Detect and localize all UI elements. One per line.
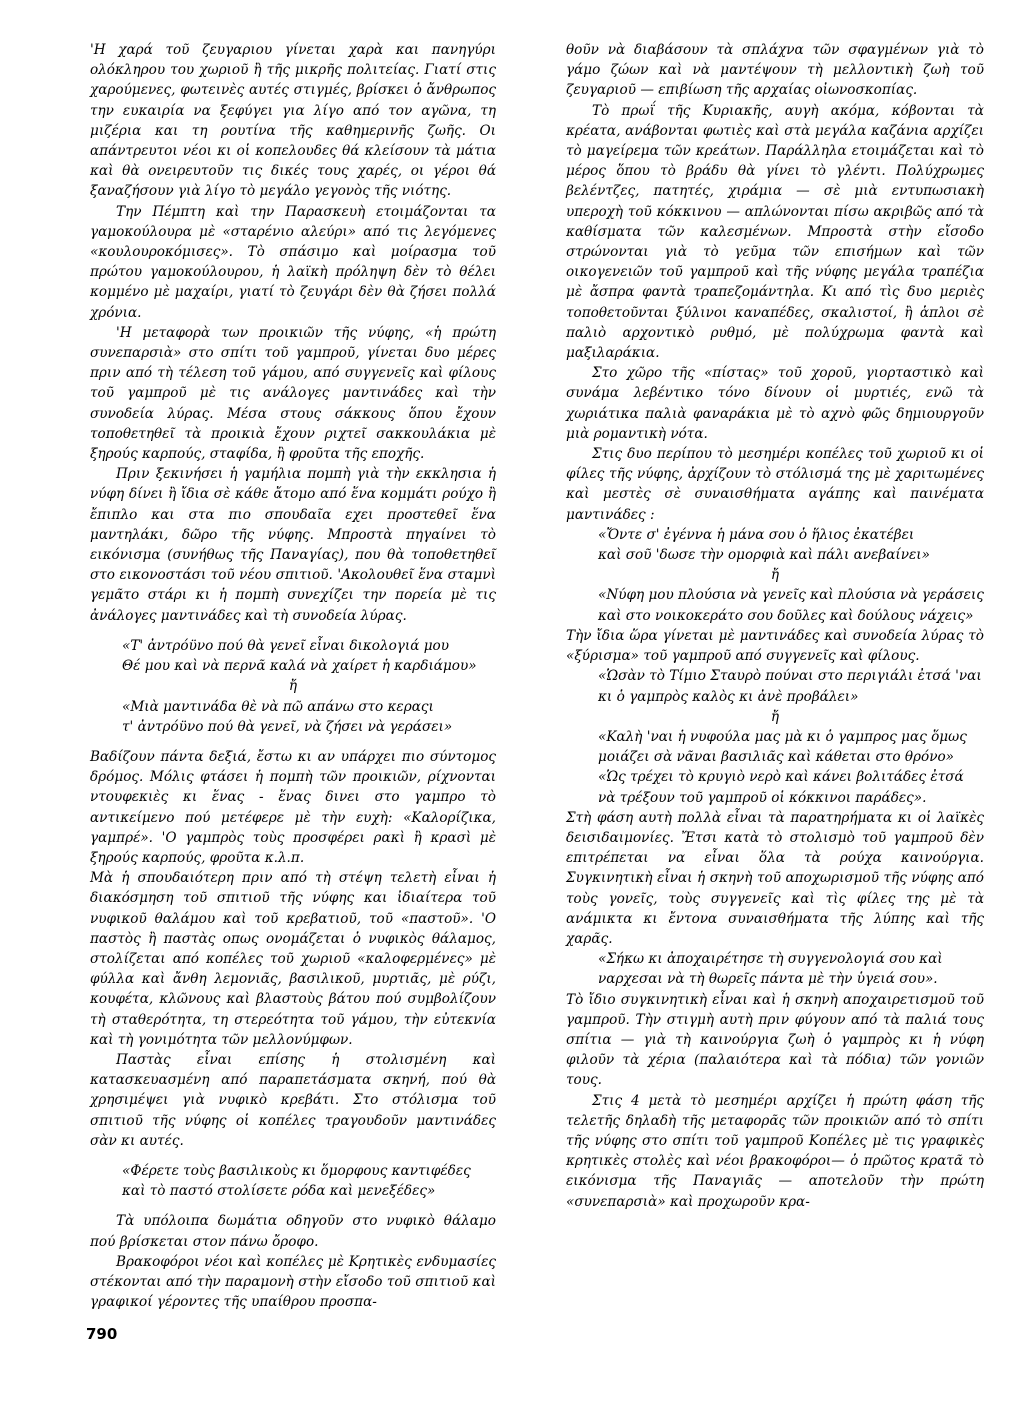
paragraph: Παστὰς εἶναι επίσης ἡ στολισμένη καὶ κατασκευασμένη από παραπετάσματα σκηνή, πού θὰ χρησιμέψει γιὰ νυφικὸ κρεβάτι. Στο στόλισμα τοῦ σπιτιοῦ τῆς νύφης οἱ κοπέλες τραγουδοῦν μαντινάδες σὰν κι αυτές.	[90, 1051, 496, 1149]
mantinada-verse: «Ὡς τρέχει τὸ κρυγιὸ νερὸ καὶ κάνει βολιτάδες ἐτσά νὰ τρέξουν τοῦ γαμπροῦ οἱ κόκκινοι παράδες».	[598, 769, 964, 806]
paragraph: Στο χῶρο τῆς «πίστας» τοῦ χοροῦ, γιορταστικὸ καὶ συνάμα λεβέντικο τόνο δίνουν οἱ μυρτιές, ενῶ τὰ χωριάτικα παλιὰ φαναράκια μὲ τὸ αχνὸ φῶς δημιουργοῦν μιὰ ρομαντικὴ νότα.	[566, 365, 984, 442]
left-column	[90, 40, 496, 1312]
paragraph: Μὰ ἡ σπουδαιότερη πριν από τὴ στέψη τελετὴ εἶναι ἡ διακόσμηση τοῦ σπιτιοῦ τῆς νύφης και ἰδιαίτερα τοῦ νυφικοῦ θαλάμου καὶ τοῦ κρεβατιοῦ, τοῦ «παστοῦ». 'Ο παστὸς ἢ παστὰς οπως ονομάζεται ὁ νυφικὸς θάλαμος, στολίζεται από κοπέλες τοῦ χωριοῦ «καλοφερμένες» μὲ φύλλα καὶ ἄνθη λεμονιᾶς, βασιλικοῦ, μυρτιᾶς, μὲ ρύζι, κουφέτα, κλῶνους καὶ βλαστοὺς βάτου πού συμβολίζουν τὴ σταθερότητα, τη στερεότητα τοῦ γάμου, τὴν εὐτεκνία καὶ τὴ γονιμότητα τῶν μελλονύμφων.	[90, 870, 496, 1048]
verse-spacer	[90, 1151, 496, 1161]
paragraph: Στις 4 μετὰ τὸ μεσημέρι αρχίζει ἡ πρώτη φάση τῆς τελετῆς δηλαδὴ τῆς μεταφορᾶς τῶν προικιῶν από τὸ σπίτι τῆς νύφης στο σπίτι τοῦ γαμπροῦ Κοπέλες μὲ τις γραφικὲς κρητικὲς στολὲς καὶ νέοι βρακοφόροι— ὁ πρῶτος κρατᾶ τὸ εικόνισμα τῆς Παναγιᾶς — αποτελοῦν τὴν πρώτη «συνεπαρσιὰ» καὶ προχωροῦν κρα-	[566, 1092, 984, 1210]
mantinada-verse: «Καλὴ 'ναι ἡ νυφούλα μας μὰ κι ὁ γαμπρος μας ὅμως μοιάζει σὰ νᾶναι βασιλιᾶς καὶ κάθεται στο θρόνο»	[598, 728, 967, 766]
paragraph: 'Η μεταφορὰ των προικιῶν τῆς νύφης, «ἡ πρώτη συνεπαρσιὰ» στο σπίτι τοῦ γαμπροῦ, γίνεται δυο μέρες πριν από τὴ τέλεση τοῦ γάμου, από συγγενεῖς καὶ φίλους τοῦ γαμπροῦ μὲ τις ανάλογες μαντινάδες καὶ τὴν συνοδεία λύρας. Μέσα στους σάκκους ὅπου ἔχουν τοποθετηθεῖ τὰ προικιὰ ἔχουν ριχτεῖ σακκουλάκια μὲ ξηρούς καρπούς, σταφίδα, ἢ φροῦτα τῆς εποχῆς.	[90, 324, 496, 463]
paragraph: Τὴν ἴδια ὥρα γίνεται μὲ μαντινάδες καὶ συνοδεία λύρας τὸ «ξύρισμα» τοῦ γαμπροῦ από συγγενεῖς καὶ φίλους.	[566, 627, 984, 665]
mantinada-verse: «Φέρετε τοὺς βασιλικοὺς κι ὅμορφους καντιφέδες	[122, 1162, 471, 1179]
right-column	[566, 40, 984, 1212]
verse-spacer	[90, 1201, 496, 1211]
paragraph: Βαδίζουν πάντα δεξιά, ἔστω κι αν υπάρχει πιο σύντομος δρόμος. Μόλις φτάσει ἡ πομπὴ τῶν προικιῶν, ρίχνονται ντουφεκιὲς κι ἕνας - ἕνας δινει στο γαμπρο τὸ αντικείμενο πού μετέφερε μὲ τὴν ευχὴ: «Καλορίζικα, γαμπρέ». 'Ο γαμπρὸς τοὺς προσφέρει ρακὶ ἢ κρασὶ μὲ ξηρούς καρπούς, φροῦτα κ.λ.π.	[90, 748, 496, 866]
mantinada-verse: καὶ τὸ παστό στολίσετε ρόδα καὶ μενεξέδες»	[122, 1183, 436, 1200]
paragraph: Τὸ πρωΐ τῆς Κυριακῆς, αυγὴ ακόμα, κόβονται τὰ κρέατα, ανάβονται φωτιὲς καὶ στὰ μεγάλα καζάνια αρχίζει τὸ μαγείρεμα τῶν κρεάτων. Παράλληλα ετοιμάζεται καὶ τὸ μέρος ὅπου τὸ βράδυ θὰ γίνει τὸ γλέντι. Πολύχρωμες βελέντζες, πατητές, χιράμια — σὲ μιὰ εντυπωσιακὴ υπεροχὴ τοῦ κόκκινου — απλώνονται πίσω ακριβῶς από τὰ καθίσματα τῶν καλεσμένων. Μπροστὰ στὴν εἴσοδο στρώνονται γιὰ τὸ γεῦμα τῶν επισήμων καὶ τῶν οικογενειῶν τοῦ γαμπροῦ καὶ τῆς νύφης μεγάλα τραπέζια μὲ ἄσπρα φαντὰ τραπεζομάντηλα. Κι από τὶς δυο μεριὲς τοποθετοῦνται ξύλινοι καναπέδες, σκαλιστοί, ἢ ἁπλοι σὲ παλιὸ αρχοντικὸ ρυθμό, μὲ πολύχρωμα φαντὰ καὶ μαξιλαράκια.	[566, 102, 984, 362]
paragraph: Τὰ υπόλοιπα δωμάτια οδηγοῦν στο νυφικὸ θάλαμο πού βρίσκεται στον πάνω ὄροφο.	[90, 1213, 496, 1250]
mantinada-verse: τ' ἀντρόϋνο πού θὰ γενεῖ, νὰ ζήσει νὰ γεράσει»	[122, 718, 453, 735]
mantinada-verse: Θέ μου καὶ νὰ περνᾶ καλά νὰ χαίρετ ἡ καρδιάμου»	[122, 658, 477, 675]
mantinada-verse: καὶ σοῦ 'δωσε τὴν ομορφιὰ καὶ πάλι ανεβαίνει»	[598, 547, 930, 564]
verse-separator: ἤ	[770, 567, 780, 584]
paragraph: Βρακοφόροι νέοι καὶ κοπέλες μὲ Κρητικὲς ενδυμασίες στέκονται από τὴν παραμονὴ στὴν εἴσοδο τοῦ σπιτιοῦ καὶ γραφικοί γέροντες τῆς υπαίθρου προσπα-	[90, 1253, 496, 1311]
paragraph: 'Η χαρά τοῦ ζευγαριου γίνεται χαρὰ και πανηγύρι ολόκληρου του χωριοῦ ἢ τῆς μικρῆς πολιτείας. Γιατί στις χαρούμενες, φωτεινὲς αυτές στιγμές, βρίσκει ὁ ἄνθρωπος την ευκαιρία να ξεφύγει για λίγο από τον αγῶνα, τη μιζέρια και τη ρουτίνα τῆς καθημερινῆς ζωῆς. Οι απάντρευτοι νέοι κι οἱ κοπελουδες θά κλείσουν τὰ μάτια καὶ θὰ ονειρευτοῦν τις δικές τους χαρές, οι γέροι θά ξαναζήσουν γιὰ λίγο τὸ μεγάλο γεγονὸς τῆς νιότης.	[90, 42, 496, 200]
paragraph: Πριν ξεκινήσει ἡ γαμήλια πομπὴ γιὰ τὴν εκκλησια ἡ νύφη δίνει ἢ ἴδια σὲ κάθε ἄτομο από ἕνα κομμάτι ρούχο ἢ ἔπιπλο και στα πιο σπουδαῖα εχει προστεθεῖ ἕνα μαντηλάκι, δῶρο τῆς νύφης. Μπροστὰ πηγαίνει τὸ εικόνισμα (συνήθως τῆς Παναγίας), που θὰ τοποθετηθεῖ στο εικονοστάσι τοῦ νέου σπιτιοῦ. 'Ακολουθεῖ ἕνα σταμνὶ γεμᾶτο στάρι κι ἡ πομπὴ συνεχίζει την πορεία μὲ τις ἀνάλογες μαντινάδες καὶ τὴ συνοδεία λύρας.	[90, 466, 496, 624]
verse-spacer	[90, 626, 496, 636]
mantinada-verse: «Νύφη μου πλούσια νὰ γενεῖς καὶ πλούσια νὰ γεράσεις	[598, 587, 984, 604]
mantinada-verse: καὶ στο νοικοκεράτο σου δοῦλες καὶ δούλους νάχεις»	[598, 607, 974, 624]
paragraph: Την Πέμπτη καὶ την Παρασκευὴ ετοιμάζονται τα γαμοκούλουρα μὲ «σταρένιο αλεύρι» από τις λεγόμενες «κουλουροκόμισες». Τὸ σπάσιμο καὶ μοίρασμα τοῦ πρώτου γαμοκούλουρου, ἡ λαϊκὴ πρόληψη δὲν τὸ θέλει κομμένο μὲ μαχαίρι, γιατί τὸ ζευγάρι δὲν θὰ ζήσει πολλά χρόνια.	[90, 203, 496, 321]
paragraph: Στὴ φάση αυτὴ πολλὰ εἶναι τὰ παρατηρήματα κι οἱ λαϊκὲς δεισιδαιμονίες. Ἔτσι κατὰ τὸ στολισμὸ τοῦ γαμπροῦ δὲν επιτρέπεται να εἶναι ὅλα τὰ ρούχα καινούργια. Συγκινητικὴ εἶναι ἡ σκηνὴ τοῦ αποχωρισμοῦ τῆς νύφης από τοὺς γονεῖς, τοὺς συγγενεῖς καὶ τὶς φίλες της μὲ τὰ ανάμικτα κι ἔντονα συναισθήματα τῆς λύπης καὶ τῆς χαρᾶς.	[566, 809, 984, 947]
verse-spacer	[90, 737, 496, 747]
paragraph: Στις δυο περίπου τὸ μεσημέρι κοπέλες τοῦ χωριοῦ κι οἱ φίλες τῆς νύφης, ἀρχίζουν τὸ στόλισμά της μὲ χαριτωμένες καὶ μεστὲς σὲ συναισθήματα αγάπης καὶ παινέματα μαντινάδες :	[566, 446, 984, 523]
paragraph: θοῦν νὰ διαβάσουν τὰ σπλάχνα τῶν σφαγμένων γιὰ τὸ γάμο ζώων καὶ νὰ μαντέψουν τὴ μελλοντικὴ ζωὴ τοῦ ζευγαριοῦ — επιβίωση τῆς αρχαίας οἰωνοσκοπίας.	[566, 42, 984, 99]
mantinada-verse: «Μιὰ μαντινάδα θὲ νὰ πῶ απάνω στο κεραςι	[122, 698, 434, 715]
mantinada-verse: «Ὄντε σ' ἐγέννα ἡ μάνα σου ὁ ἥλιος ἐκατέβει	[598, 526, 915, 543]
paragraph: Τὸ ἴδιο συγκινητικὴ εἶναι καὶ ἡ σκηνὴ αποχαιρετισμοῦ τοῦ γαμπροῦ. Τὴν στιγμὴ αυτὴ πριν φύγουν από τὰ παλιά τους σπίτια — γιὰ τὴ καινούργια ζωὴ ὁ γαμπρὸς κι ἡ νύφη φιλοῦν τὰ χέρια (παλαιότερα καὶ τὰ πόδια) τῶν γονιῶν τους.	[566, 991, 984, 1089]
verse-separator: ἤ	[770, 708, 780, 725]
mantinada-verse: «Σήκω κι ἀποχαιρέτησε τὴ συγγενολογιά σου καὶ ναρχεσαι νὰ τὴ θωρεῖς πάντα μὲ τὴν ὑγειά σου».	[598, 951, 943, 988]
mantinada-verse: «Τ' ἀντρόϋνο πού θὰ γενεῖ εἶναι δικολογιά μου	[122, 637, 450, 654]
mantinada-verse: «Ὡσὰν τὸ Τίμιο Σταυρὸ πούναι στο περιγιάλι ἐτσά 'ναι κι ὁ γαμπρὸς καλὸς κι ἀνὲ προβάλει»	[598, 668, 982, 705]
verse-separator: ἤ	[288, 678, 298, 695]
page-number: 790	[86, 1325, 118, 1343]
